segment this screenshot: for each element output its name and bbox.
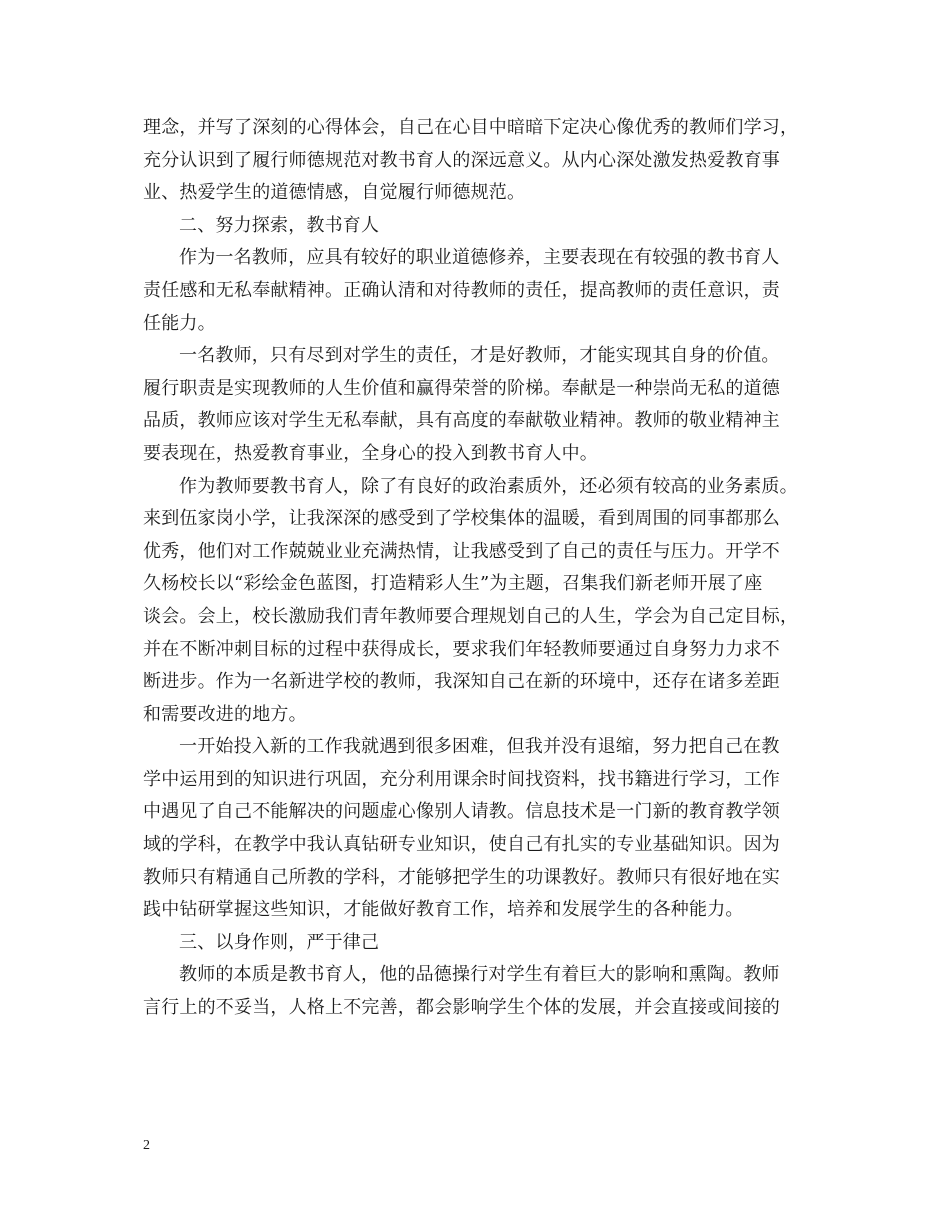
text-line: 域的学科，在教学中我认真钻研专业知识，使自己有扎实的专业基础知识。因为 [143,834,780,856]
text-line: 品质，教师应该对学生无私奉献，具有高度的奉献敬业精神。教师的敬业精神主 [143,410,780,432]
text-line: 践中钻研掌握这些知识，才能做好教育工作，培养和发展学生的各种能力。 [143,899,744,921]
text-line: 来到伍家岗小学，让我深深的感受到了学校集体的温暖，看到周围的同事都那么 [143,508,780,530]
text-line: 断进步。作为一名新进学校的教师，我深知自己在新的环境中，还存在诸多差距 [143,671,780,693]
text-line: 学中运用到的知识进行巩固，充分利用课余时间找资料，找书籍进行学习，工作 [143,768,780,790]
text-line: 中遇见了自己不能解决的问题虚心像别人请教。信息技术是一门新的教育教学领 [143,801,780,823]
text-line: 和需要改进的地方。 [143,703,307,725]
text-line: 谈会。会上，校长激励我们青年教师要合理规划自己的人生，学会为自己定目标， [143,605,799,627]
text-line: 久杨校长以“彩绘金色蓝图，打造精彩人生”为主题，召集我们新老师开展了座 [143,573,763,595]
text-line: 优秀，他们对工作兢兢业业充满热情，让我感受到了自己的责任与压力。开学不 [143,540,780,562]
text-line: 履行职责是实现教师的人生价值和赢得荣誉的阶梯。奉献是一种崇尚无私的道德 [143,377,780,399]
page-number: 2 [143,1138,150,1153]
text-line: 任能力。 [143,312,216,334]
section-heading: 二、努力探索，教书育人 [179,214,380,236]
text-line: 责任感和无私奉献精神。正确认清和对待教师的责任，提高教师的责任意识，责 [143,279,780,301]
text-line: 教师只有精通自己所教的学科，才能够把学生的功课教好。教师只有很好地在实 [143,866,780,888]
text-line: 一名教师，只有尽到对学生的责任，才是好教师，才能实现其自身的价值。 [179,345,780,367]
text-line: 一开始投入新的工作我就遇到很多困难，但我并没有退缩，努力把自己在教 [179,736,780,758]
text-line: 教师的本质是教书育人，他的品德操行对学生有着巨大的影响和熏陶。教师 [179,964,780,986]
text-line: 作为教师要教书育人，除了有良好的政治素质外，还必须有较高的业务素质。 [179,475,798,497]
text-line: 并在不断冲刺目标的过程中获得成长，要求我们年轻教师要通过自身努力力求不 [143,638,780,660]
text-line: 充分认识到了履行师德规范对教书育人的深远意义。从内心深处激发热爱教育事 [143,149,780,171]
text-line: 业、热爱学生的道德情感，自觉履行师德规范。 [143,182,526,204]
body-text [143,112,815,1025]
text-line: 言行上的不妥当，人格上不完善，都会影响学生个体的发展，并会直接或间接的 [143,997,780,1019]
text-line: 理念，并写了深刻的心得体会，自己在心目中暗暗下定决心像优秀的教师们学习， [143,117,799,138]
section-heading: 三、以身作则，严于律己 [179,931,380,953]
text-line: 作为一名教师，应具有较好的职业道德修养，主要表现在有较强的教书育人 [179,247,780,269]
text-line: 要表现在，热爱教育事业，全身心的投入到教书育人中。 [143,442,598,464]
